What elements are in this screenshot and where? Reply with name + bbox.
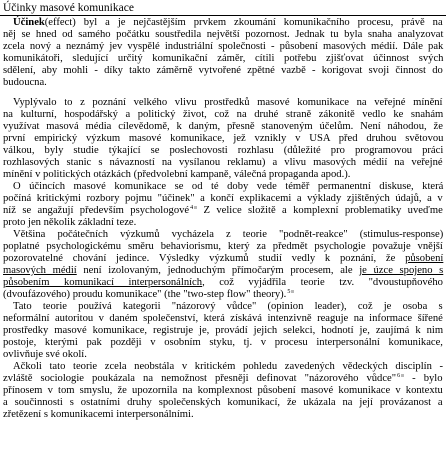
line-text: Většina počátečních výzkumů vycházela z teorie "podnět-reakce" (stimulus-response) [13,229,444,240]
footnote-number: 5 [287,289,291,295]
line-text: Vyplývalo to z poznání velkého vlivu prostředků masové komunikace na veřejné mínění [13,97,443,108]
line-text: na kulturní, hospodářský a politický život, což na druhé straně zákonitě vedlo ke snahám [3,109,444,120]
line-text-continued: - bylo [404,373,443,384]
line-text: sdělení, aby mohli - díky takto záměrně vytvořené zpětné vazbě - korigovat svoji činnost do [3,65,443,76]
text-line [3,313,443,325]
line-text: a součinnosti s ostatními druhy společenských komunikací, že ukázala na její provázanost a [3,397,443,408]
text-line [3,349,87,361]
footnote-number: 6 [397,373,401,379]
line-text: postoje, kterými pak později v osobním styku, tj. v procesu interpersonální komunikace, [3,337,443,348]
underlined-phrase: masových médií [3,265,77,276]
text-line [3,325,443,337]
text-line [13,229,443,241]
text-line [3,373,443,385]
line-text: Ačkoli tato teorie zcela neobstála v kritickém pohledu zavedených vědeckých disciplín - [13,361,444,372]
line-text: Tato teorie používá kategorii "názorový vůdce" (opinion leader), což je osoba s [13,301,443,312]
text-line [3,53,443,65]
line-text: (effect) byl a je nejčastějším prvkem zkoumání komunikačního procesu, právě na [44,17,443,28]
text-line [3,409,194,421]
text-line [13,17,443,29]
line-text: počíná kritickými rozbory pojmu "účinek" a končí explikacemi a výklady zjištěných údajů, a v [3,193,443,204]
text-line [13,181,443,193]
line-text: není izolovaným, jednoduchým přímočarým procesem, ale [76,265,360,276]
line-text: (dvoufázového) proudu komunikace" (the "two-step flow" theory). [3,289,287,300]
line-text: zvláště sociologie poukázala na nemožnost přesněji definovat "názorového vůdce" [3,373,397,384]
text-line [3,41,443,53]
text-line [3,145,443,157]
text-line [3,29,443,41]
text-line [3,217,136,229]
text-line [3,337,443,349]
line-text: ovlivňuje své okolí. [3,349,87,360]
heading-rule [0,15,446,16]
text-line [3,289,294,301]
line-text: poplatné psychologickému směru behaviorismu, který za předmět psychologie považuje vnější [3,241,443,252]
text-line [3,77,47,89]
line-text-continued: Z velice složitě a komplexní problematiky uveďme [197,205,443,216]
text-line [3,385,443,397]
term-effect: Účinek [13,17,45,28]
text-line [3,121,443,133]
line-text: proto jen několik základní teze. [3,217,137,228]
text-line [3,109,443,121]
text-line [13,361,443,373]
line-text: pozorovatelné chování jedince. Výsledky výzkumů studií vedly k poznání, že [3,253,406,264]
line-text: budoucna. [3,77,47,88]
footnote-number: 4 [190,205,194,211]
line-text: níž se angažují především psychologové [3,205,190,216]
underlined-phrase: působením komunikací interpersonálních [3,277,203,288]
line-text: komunikátoři, sledující určitý komunikační záměr, cítili potřebu zjišťovat účinnost svých [3,53,444,64]
line-text: využívat masová média cílevědomě, k daným, přesně stanoveným účelům. Není náhodou, že [3,121,443,132]
line-text: O účincích masové komunikace se od té doby vede téměř permanentní diskuse, která [13,181,444,192]
section-heading: Účinky masové komunikace [3,2,134,14]
text-line [3,205,443,217]
text-line [13,301,443,313]
line-text: rozhlasových stanic s návazností na vysílanou reklamu) a vlivu masových médií na veřejné [3,157,443,168]
line-text: zcela nový a neznámý jev vyspělé industriální společnosti - působení masových médií. Dále pak [3,41,444,52]
line-text: něj se hned od samého počátku soustředila největší pozornost. Jednak tu byla snaha analyzovat [3,29,444,40]
text-line [3,133,443,145]
underlined-phrase: působení [405,253,444,264]
line-text: neformální autoritou v daném společenství, která získává intenzivně reaguje na informace šířené [3,313,443,324]
text-line [3,193,443,205]
text-line [3,169,350,181]
text-line [3,277,443,289]
underlined-phrase: je úzce spojeno s [359,265,444,276]
text-line [13,97,443,109]
line-text: , což vyjádřila teorie tzv. "dvoustupňového [202,277,443,288]
line-text: první empirický výzkum masové komunikace, jež vznikly v USA před druhou světovou [3,133,444,144]
text-line [3,397,443,409]
line-text: přínosem v tom smyslu, že upozornila na komplexnost působení masové komunikace v kontextu [3,385,443,396]
line-text: zřetězení s komunikacemi interpersonálními. [3,409,194,420]
text-line [3,241,443,253]
line-text: mínění v politických otázkách (předvolební kampaně, válečná propaganda apod.). [3,169,351,180]
text-line [3,65,443,77]
text-line [3,265,443,277]
line-text: prostředky masové komunikace, registruje je, provádí jejich selekci, hodnotí je, zaujímá k nim [3,325,444,336]
footnote-marker-icon [291,290,294,293]
text-line [3,157,443,169]
line-text: válkou, byly studie týkající se poslechovosti rozhlasu (důležité pro programovou práci [3,145,444,156]
text-line [3,253,443,265]
